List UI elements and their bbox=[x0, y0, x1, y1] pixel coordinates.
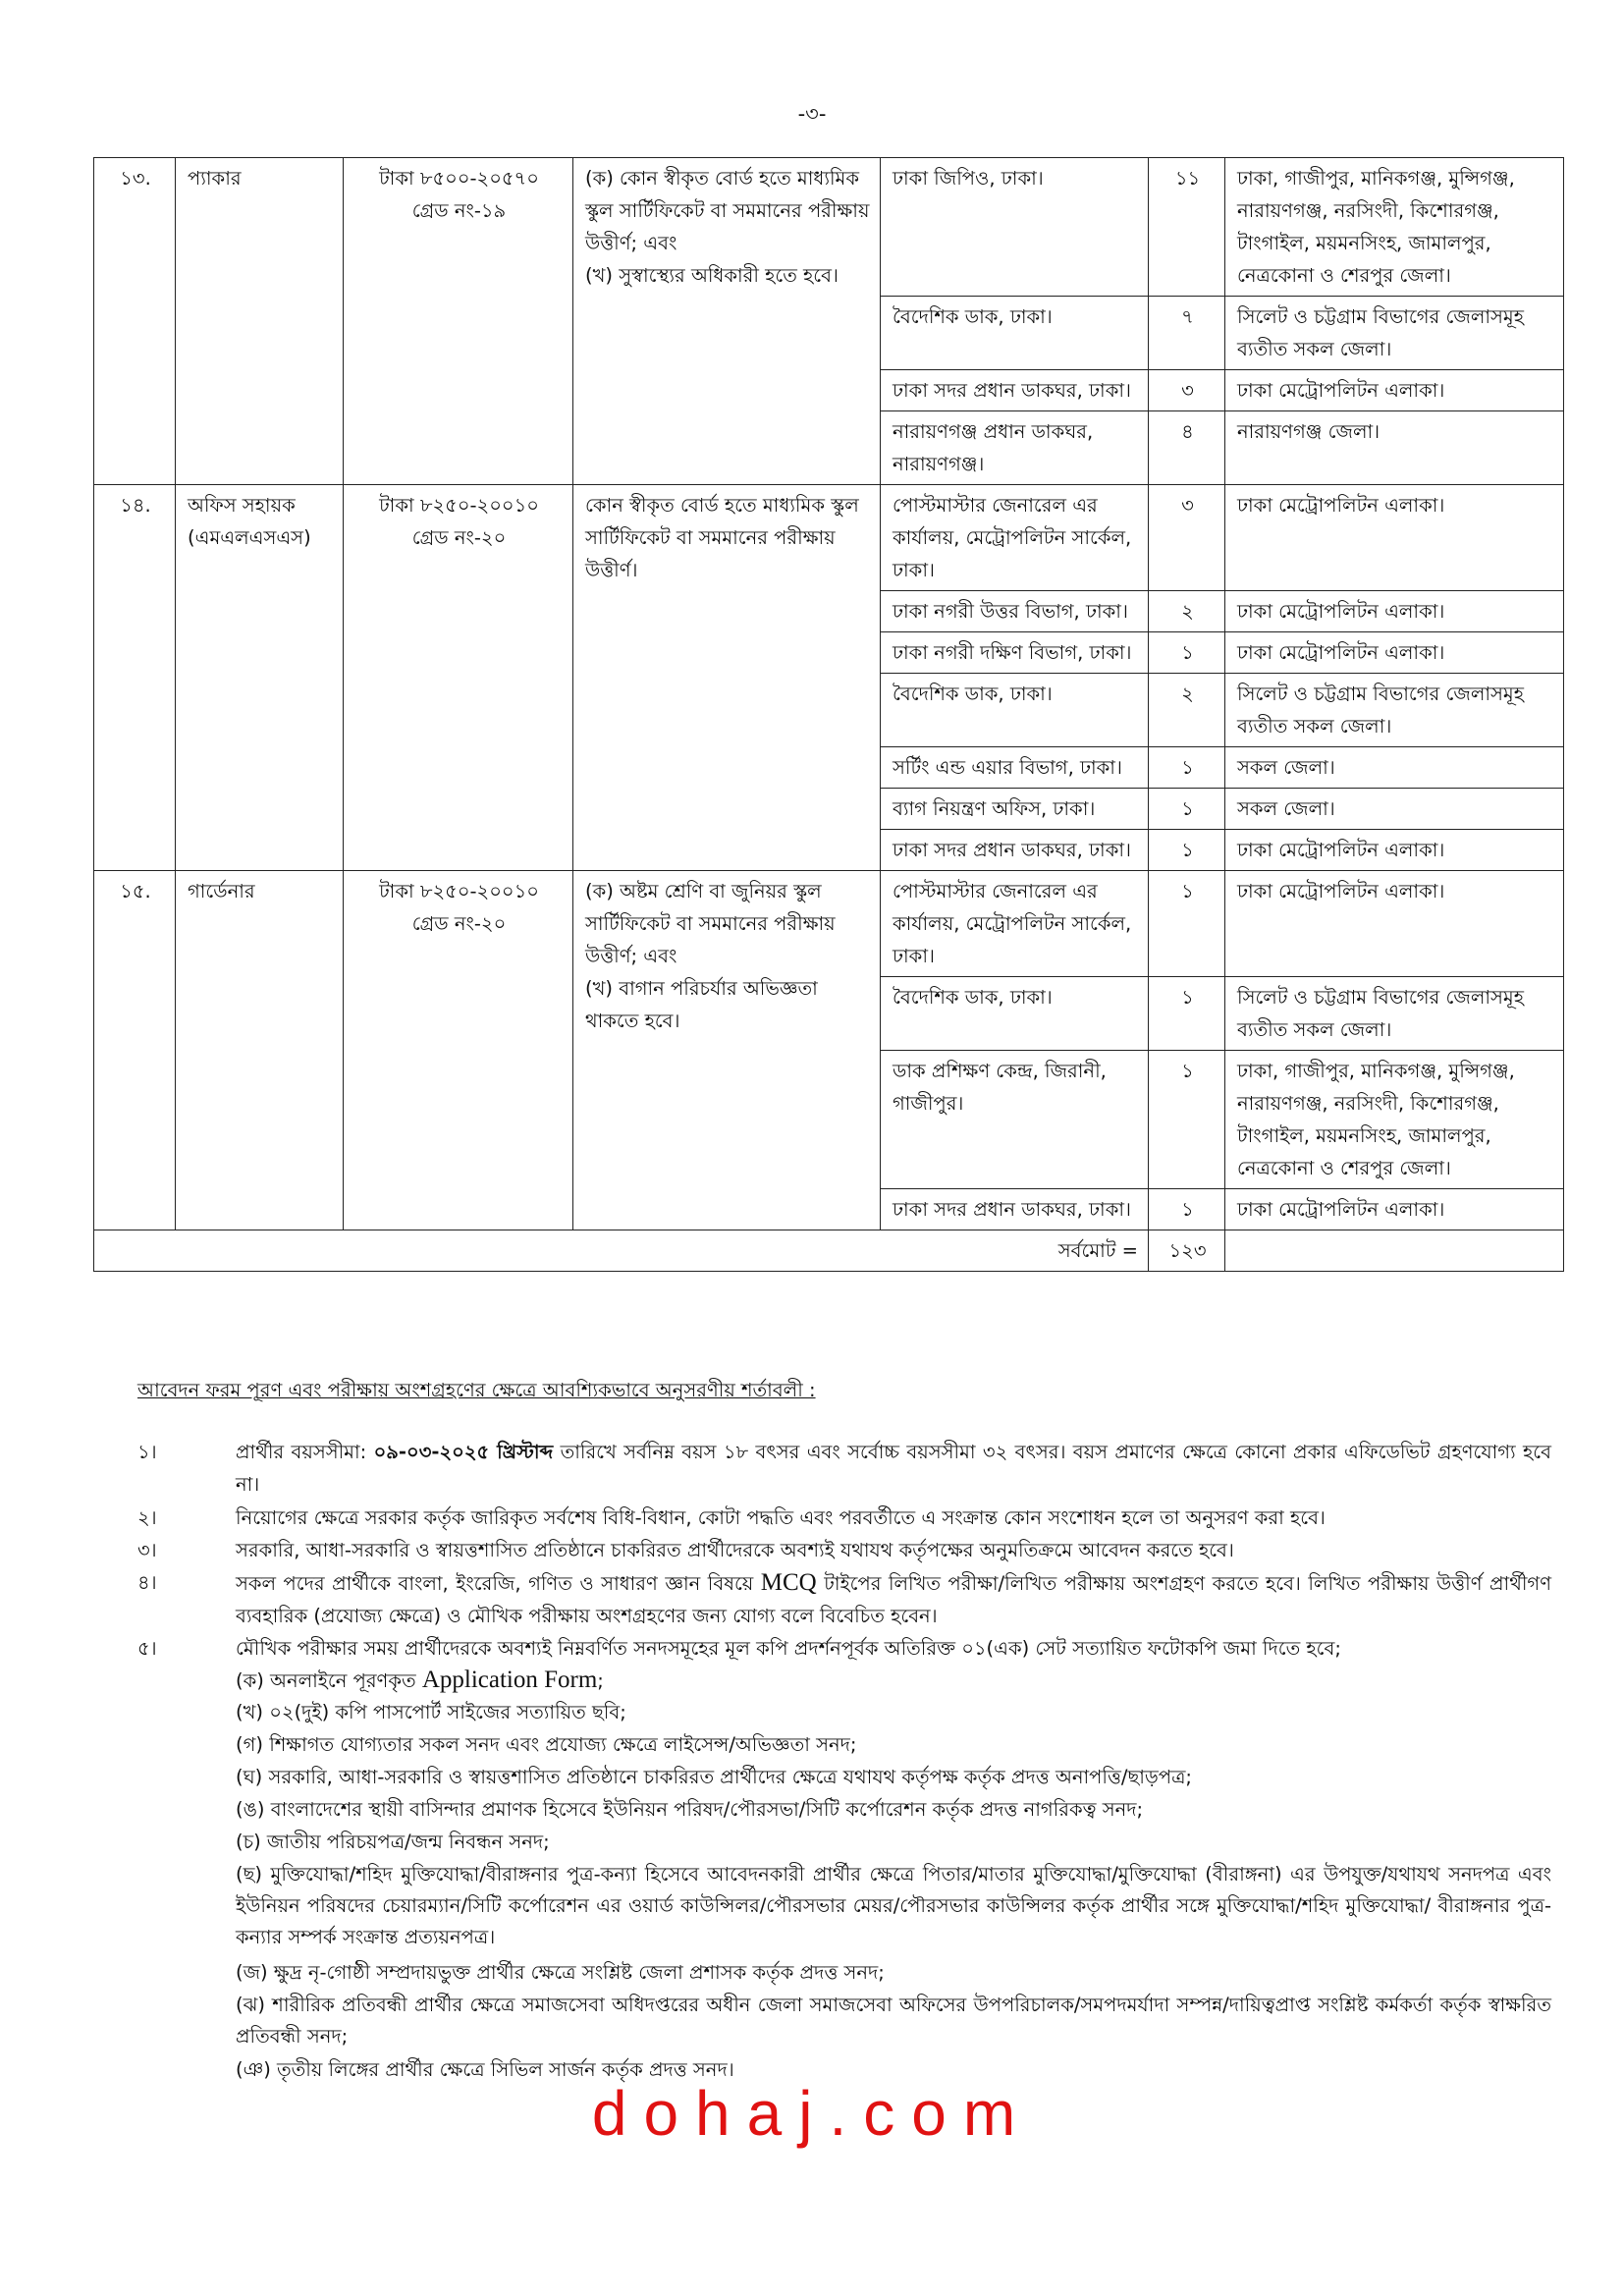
post-count: ১ bbox=[1149, 1189, 1225, 1230]
condition-item bbox=[137, 1436, 1551, 1501]
districts: ঢাকা মেট্রোপলিটন এলাকা। bbox=[1225, 591, 1564, 632]
condition-text: মৌখিক পরীক্ষার সময় প্রার্থীদেরকে অবশ্যই নিম্নবর্ণিত সনদসমূহের মূল কপি প্রদর্শনপূর্বক অতিরিক্ত ০১(এক) সেট সত্যায়িত ফটোকপি জমা দিতে হবে; bbox=[236, 1637, 1341, 1660]
pay-scale-cell bbox=[344, 158, 573, 485]
posts-table bbox=[93, 157, 1564, 1272]
condition-item bbox=[137, 1534, 1551, 1566]
document-list-item: (চ) জাতীয় পরিচয়পত্র/জন্ম নিবন্ধন সনদ; bbox=[236, 1831, 550, 1853]
condition-number: ২। bbox=[137, 1506, 157, 1529]
pay-scale: টাকা ৮২৫০-২০০১০ bbox=[379, 494, 539, 517]
condition-text-part: সকল পদের প্রার্থীকে বাংলা, ইংরেজি, গণিত ও সাধারণ জ্ঞান বিষয়ে bbox=[236, 1572, 761, 1595]
office: সর্টিং এন্ড এয়ার বিভাগ, ঢাকা। bbox=[881, 747, 1149, 789]
document-list-item: (খ) ০২(দুই) কপি পাসপোর্ট সাইজের সত্যায়িত ছবি; bbox=[236, 1701, 626, 1723]
post-name: গার্ডেনার bbox=[176, 871, 344, 1230]
districts: নারায়ণগঞ্জ জেলা। bbox=[1225, 411, 1564, 485]
office: পোস্টমাস্টার জেনারেল এর কার্যালয়, মেট্রোপলিটন সার্কেল, ঢাকা। bbox=[881, 871, 1149, 977]
post-count: ৩ bbox=[1149, 485, 1225, 591]
document-list-item: (ঘ) সরকারি, আধা-সরকারি ও স্বায়ত্তশাসিত প্রতিষ্ঠানে চাকরিরত প্রার্থীদের ক্ষেত্রে যথাযথ কর্তৃপক্ষ কর্তৃক প্রদত্ত অনাপত্তি/ছাড়পত্র; bbox=[236, 1766, 1192, 1788]
districts: ঢাকা মেট্রোপলিটন এলাকা। bbox=[1225, 632, 1564, 674]
page-number: -৩- bbox=[797, 102, 827, 126]
post-count: ৭ bbox=[1149, 297, 1225, 370]
pay-scale-cell bbox=[344, 871, 573, 1230]
districts: সকল জেলা। bbox=[1225, 747, 1564, 789]
mcq-label: MCQ bbox=[760, 1569, 817, 1596]
districts: ঢাকা মেট্রোপলিটন এলাকা। bbox=[1225, 830, 1564, 871]
post-count: ২ bbox=[1149, 591, 1225, 632]
post-count: ১ bbox=[1149, 977, 1225, 1051]
conditions-heading: আবেদন ফরম পূরণ এবং পরীক্ষায় অংশগ্রহণের ক্ষেত্রে আবশ্যিকভাবে অনুসরণীয় শর্তাবলী : bbox=[137, 1379, 816, 1401]
condition-item bbox=[137, 1502, 1551, 1534]
office: ঢাকা নগরী উত্তর বিভাগ, ঢাকা। bbox=[881, 591, 1149, 632]
condition-number: ৪। bbox=[137, 1571, 157, 1594]
post-name: অফিস সহায়ক (এমএলএসএস) bbox=[176, 485, 344, 871]
qualification: (ক) অষ্টম শ্রেণি বা জুনিয়র স্কুল সার্টিফিকেট বা সমমানের পরীক্ষায় উত্তীর্ণ; এবং bbox=[585, 880, 836, 967]
post-count: ১ bbox=[1149, 789, 1225, 830]
age-reference-date: ০৯-০৩-২০২৫ খ্রিস্টাব্দ bbox=[373, 1441, 554, 1463]
grade: গ্রেড নং-১৯ bbox=[411, 199, 507, 222]
condition-item bbox=[137, 1566, 1551, 1632]
post-count: ১ bbox=[1149, 830, 1225, 871]
qualification: কোন স্বীকৃত বোর্ড হতে মাধ্যমিক স্কুল সার্টিফিকেট বা সমমানের পরীক্ষায় উত্তীর্ণ। bbox=[585, 494, 859, 581]
watermark: dohaj.com bbox=[591, 2078, 1033, 2149]
condition-text-part: টাইপের লিখিত পরীক্ষা/লিখিত পরীক্ষায় অংশগ্রহণ করতে হবে। লিখিত পরীক্ষায় উত্তীর্ণ প্রার্থীগণ ব্যবহারিক (প্রযোজ্য ক্ষেত্রে) ও মৌখিক পরীক্ষায় অংশগ্রহণের জন্য যোগ্য বলে বিবেচিত হবেন। bbox=[236, 1572, 1551, 1627]
districts: ঢাকা মেট্রোপলিটন এলাকা। bbox=[1225, 485, 1564, 591]
office: ঢাকা সদর প্রধান ডাকঘর, ঢাকা। bbox=[881, 830, 1149, 871]
post-serial: ১৩. bbox=[94, 158, 176, 485]
post-count: ১ bbox=[1149, 747, 1225, 789]
post-serial: ১৫. bbox=[94, 871, 176, 1230]
qualification-cell bbox=[573, 485, 881, 871]
post-count: ৩ bbox=[1149, 370, 1225, 411]
districts: ঢাকা, গাজীপুর, মানিকগঞ্জ, মুন্সিগঞ্জ, নারায়ণগঞ্জ, নরসিংদী, কিশোরগঞ্জ, টাংগাইল, ময়মনসিংহ, জামালপুর, নেত্রকোনা ও শেরপুর জেলা। bbox=[1225, 158, 1564, 297]
post-count: ৪ bbox=[1149, 411, 1225, 485]
districts: ঢাকা, গাজীপুর, মানিকগঞ্জ, মুন্সিগঞ্জ, নারায়ণগঞ্জ, নরসিংদী, কিশোরগঞ্জ, টাংগাইল, ময়মনসিংহ, জামালপুর, নেত্রকোনা ও শেরপুর জেলা। bbox=[1225, 1051, 1564, 1189]
document-list-item: (জ) ক্ষুদ্র নৃ-গোষ্ঠী সম্প্রদায়ভুক্ত প্রার্থীর ক্ষেত্রে সংশ্লিষ্ট জেলা প্রশাসক কর্তৃক প্রদত্ত সনদ; bbox=[236, 1961, 885, 1984]
condition-text: সরকারি, আধা-সরকারি ও স্বায়ত্তশাসিত প্রতিষ্ঠানে চাকরিরত প্রার্থীদেরকে অবশ্যই যথাযথ কর্তৃপক্ষের অনুমতিক্রমে আবেদন করতে হবে। bbox=[236, 1539, 1234, 1561]
condition-number: ৩। bbox=[137, 1539, 157, 1561]
office: ঢাকা সদর প্রধান ডাকঘর, ঢাকা। bbox=[881, 1189, 1149, 1230]
condition-number: ১। bbox=[137, 1441, 157, 1463]
office: ব্যাগ নিয়ন্ত্রণ অফিস, ঢাকা। bbox=[881, 789, 1149, 830]
districts: সিলেট ও চট্টগ্রাম বিভাগের জেলাসমূহ ব্যতীত সকল জেলা। bbox=[1225, 297, 1564, 370]
document-list-item bbox=[236, 1665, 1551, 1697]
districts: সিলেট ও চট্টগ্রাম বিভাগের জেলাসমূহ ব্যতীত সকল জেলা। bbox=[1225, 674, 1564, 747]
condition-number: ৫। bbox=[137, 1637, 157, 1660]
post-count: ২ bbox=[1149, 674, 1225, 747]
qualification-cell bbox=[573, 871, 881, 1230]
office: ডাক প্রশিক্ষণ কেন্দ্র, জিরানী, গাজীপুর। bbox=[881, 1051, 1149, 1189]
pay-scale: টাকা ৮৫০০-২০৫৭০ bbox=[379, 167, 539, 190]
grade: গ্রেড নং-২০ bbox=[411, 526, 507, 549]
condition-text-part: প্রার্থীর বয়সসীমা: bbox=[236, 1441, 374, 1463]
post-name: প্যাকার bbox=[176, 158, 344, 485]
list-text-part: ; bbox=[597, 1669, 604, 1692]
total-label: সর্বমোট = bbox=[94, 1230, 1149, 1272]
qualification: (খ) বাগান পরিচর্যার অভিজ্ঞতা থাকতে হবে। bbox=[585, 977, 818, 1032]
total-value: ১২৩ bbox=[1149, 1230, 1225, 1272]
post-count: ১ bbox=[1149, 871, 1225, 977]
districts: ঢাকা মেট্রোপলিটন এলাকা। bbox=[1225, 871, 1564, 977]
condition-text bbox=[236, 1436, 1551, 1501]
post-count: ১ bbox=[1149, 1051, 1225, 1189]
office: ঢাকা জিপিও, ঢাকা। bbox=[881, 158, 1149, 297]
office: ঢাকা নগরী দক্ষিণ বিভাগ, ঢাকা। bbox=[881, 632, 1149, 674]
table-row bbox=[94, 158, 1564, 297]
condition-text-part: তারিখে সর্বনিম্ন বয়স ১৮ বৎসর এবং সর্বোচ্চ বয়সসীমা ৩২ বৎসর। বয়স প্রমাণের ক্ষেত্রে কোনো প্রকার এফিডেভিট গ্রহণযোগ্য হবে না। bbox=[236, 1441, 1551, 1496]
office: বৈদেশিক ডাক, ঢাকা। bbox=[881, 297, 1149, 370]
office: বৈদেশিক ডাক, ঢাকা। bbox=[881, 977, 1149, 1051]
post-serial: ১৪. bbox=[94, 485, 176, 871]
total-row bbox=[94, 1230, 1564, 1272]
pay-scale-cell bbox=[344, 485, 573, 871]
districts: ঢাকা মেট্রোপলিটন এলাকা। bbox=[1225, 1189, 1564, 1230]
table-row bbox=[94, 485, 1564, 591]
list-text-part: (ক) অনলাইনে পূরণকৃত bbox=[236, 1669, 422, 1692]
document-list-item: (ঞ) তৃতীয় লিঙ্গের প্রার্থীর ক্ষেত্রে সিভিল সার্জন কর্তৃক প্রদত্ত সনদ। bbox=[236, 2058, 734, 2081]
post-count: ১১ bbox=[1149, 158, 1225, 297]
districts: ঢাকা মেট্রোপলিটন এলাকা। bbox=[1225, 370, 1564, 411]
office: পোস্টমাস্টার জেনারেল এর কার্যালয়, মেট্রোপলিটন সার্কেল, ঢাকা। bbox=[881, 485, 1149, 591]
total-empty-cell bbox=[1225, 1230, 1564, 1272]
document-list-item: (ছ) মুক্তিযোদ্ধা/শহিদ মুক্তিযোদ্ধা/বীরাঙ্গনার পুত্র-কন্যা হিসেবে আবেদনকারী প্রার্থীর ক্ষেত্রে পিতার/মাতার মুক্তিযোদ্ধা/মুক্তিযোদ্ধা (বীরাঙ্গনা) এর উপযুক্ত/যথাযথ সনদপত্র এবং ইউনিয়ন পরিষদের চেয়ারম্যান/সিটি কর্পোরেশন এর ওয়ার্ড কাউন্সিলর/পৌরসভার মেয়র/পৌরসভার কাউন্সিলর কর্তৃক প্রার্থীর সঙ্গে মুক্তিযোদ্ধা/শহিদ মুক্তিযোদ্ধা/ বীরাঙ্গনার পুত্র-কন্যার সম্পর্ক সংক্রান্ত প্রত্যয়নপত্র। bbox=[236, 1863, 1552, 1948]
table-row bbox=[94, 871, 1564, 977]
office: বৈদেশিক ডাক, ঢাকা। bbox=[881, 674, 1149, 747]
condition-text: নিয়োগের ক্ষেত্রে সরকার কর্তৃক জারিকৃত সর্বশেষ বিধি-বিধান, কোটা পদ্ধতি এবং পরবর্তীতে এ সংক্রান্ত কোন সংশোধন হলে তা অনুসরণ করা হবে। bbox=[236, 1506, 1326, 1529]
condition-text bbox=[236, 1566, 1551, 1632]
condition-item bbox=[137, 1632, 1551, 1665]
application-form-label: Application Form bbox=[421, 1667, 598, 1693]
office: ঢাকা সদর প্রধান ডাকঘর, ঢাকা। bbox=[881, 370, 1149, 411]
qualification: (খ) সুস্বাস্থ্যের অধিকারী হতে হবে। bbox=[585, 264, 839, 287]
post-count: ১ bbox=[1149, 632, 1225, 674]
document-list-item: (গ) শিক্ষাগত যোগ্যতার সকল সনদ এবং প্রযোজ্য ক্ষেত্রে লাইসেন্স/অভিজ্ঞতা সনদ; bbox=[236, 1733, 857, 1756]
qualification: (ক) কোন স্বীকৃত বোর্ড হতে মাধ্যমিক স্কুল সার্টিফিকেট বা সমমানের পরীক্ষায় উত্তীর্ণ; এবং bbox=[585, 167, 870, 254]
qualification-cell bbox=[573, 158, 881, 485]
grade: গ্রেড নং-২০ bbox=[411, 912, 507, 935]
document-list-item: (ঝ) শারীরিক প্রতিবন্ধী প্রার্থীর ক্ষেত্রে সমাজসেবা অধিদপ্তরের অধীন জেলা সমাজসেবা অফিসের উপপরিচালক/সমপদমর্যাদা সম্পন্ন/দায়িত্বপ্রাপ্ত সংশ্লিষ্ট কর্মকর্তা কর্তৃক স্বাক্ষরিত প্রতিবন্ধী সনদ; bbox=[236, 1994, 1551, 2048]
districts: সকল জেলা। bbox=[1225, 789, 1564, 830]
office: নারায়ণগঞ্জ প্রধান ডাকঘর, নারায়ণগঞ্জ। bbox=[881, 411, 1149, 485]
document-list-item: (ঙ) বাংলাদেশের স্থায়ী বাসিন্দার প্রমাণক হিসেবে ইউনিয়ন পরিষদ/পৌরসভা/সিটি কর্পোরেশন কর্তৃক প্রদত্ত নাগরিকত্ব সনদ; bbox=[236, 1798, 1144, 1821]
pay-scale: টাকা ৮২৫০-২০০১০ bbox=[379, 880, 539, 902]
districts: সিলেট ও চট্টগ্রাম বিভাগের জেলাসমূহ ব্যতীত সকল জেলা। bbox=[1225, 977, 1564, 1051]
